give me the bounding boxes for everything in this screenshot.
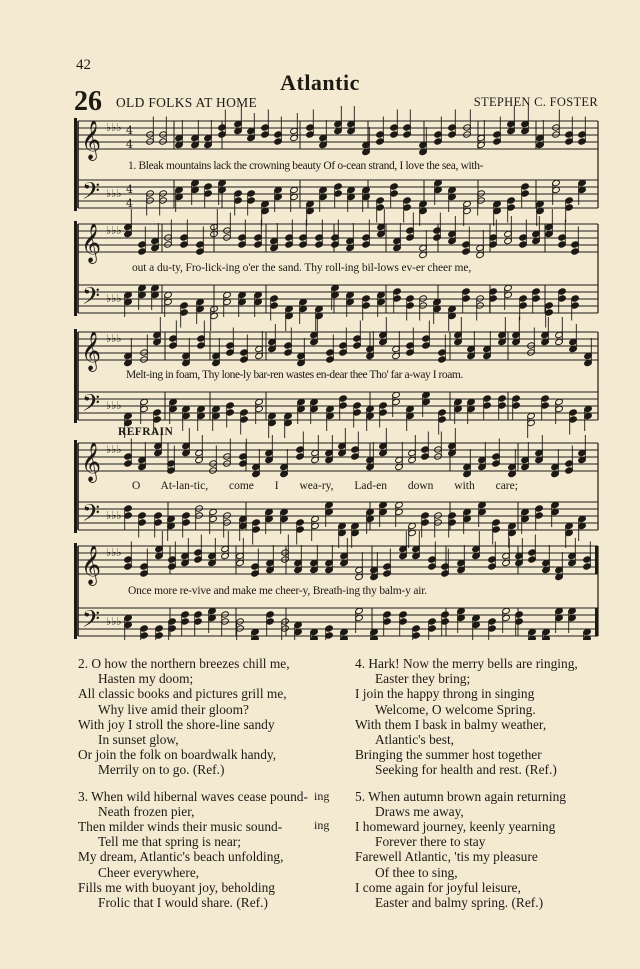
system-bracket: [74, 440, 77, 533]
verse-line: 4. Hark! Now the merry bells are ringing,: [355, 656, 578, 671]
lyric-line-2: out a du-ty, Fro-lick-ing o'er the sand. Thy roll-ing bil-lows ev-er cheer me,: [132, 262, 472, 274]
bass-clef-icon: 𝄢: [82, 605, 101, 638]
final-barline: [595, 608, 598, 636]
verse-line: With joy I stroll the shore-line sandy: [78, 716, 275, 732]
system-bracket: [74, 221, 77, 316]
key-signature: ♭♭♭: [106, 224, 122, 237]
time-signature: 4: [126, 183, 133, 196]
lyric-line-1: 1. Bleak mountains lack the crowning beauty Of o-cean strand, I love the sea, with-: [128, 160, 484, 172]
verse-line: I homeward journey, keenly yearning: [355, 819, 556, 835]
time-signature: 4: [126, 124, 133, 137]
hymn-title: Atlantic: [280, 70, 360, 95]
continuation-ing: ing: [314, 789, 330, 803]
refrain-label: REFRAIN: [118, 426, 174, 438]
time-signature: 4: [126, 138, 133, 151]
key-signature: ♭♭♭: [106, 615, 122, 628]
bass-clef-icon: 𝄢: [82, 282, 101, 315]
hymn-number: 26: [74, 86, 102, 117]
verse-5: [355, 789, 578, 911]
verse-line: Tell me that spring is near;: [98, 834, 241, 850]
verse-3: [78, 789, 308, 911]
key-signature: ♭♭♭: [106, 121, 122, 134]
key-signature: ♭♭♭: [106, 443, 122, 456]
page-number: 42: [76, 57, 91, 73]
verse-line: Then milder winds their music sound-: [78, 819, 283, 835]
key-signature: ♭♭♭: [106, 509, 122, 522]
treble-clef-icon: 𝄞: [81, 223, 102, 263]
verse-line: Or join the folk on boardwalk handy,: [78, 747, 277, 763]
verse-line: Easter and balmy spring. (Ref.): [375, 895, 544, 911]
verses-left-column: [78, 656, 308, 910]
verse-line: Merrily on to go. (Ref.): [98, 762, 225, 778]
verse-line: I come again for joyful leisure,: [355, 879, 521, 895]
verse-line: Hasten my doom;: [98, 671, 194, 687]
treble-clef-icon: 𝄞: [81, 442, 102, 482]
verse-line: Cheer everywhere,: [98, 864, 200, 880]
verse-line: In sunset glow,: [98, 732, 179, 748]
bass-clef-icon: 𝄢: [82, 177, 101, 210]
verse-line: Fills me with buoyant joy, beholding: [78, 879, 276, 895]
verse-line: With them I bask in balmy weather,: [355, 716, 547, 732]
key-signature: ♭♭♭: [106, 546, 122, 559]
verse-line: 3. When wild hibernal waves cease pound-: [78, 788, 308, 804]
time-signature: 4: [126, 197, 133, 210]
final-barline: [595, 546, 598, 574]
bass-clef-icon: 𝄢: [82, 389, 101, 422]
verse-line: Easter they bring;: [375, 671, 471, 687]
key-signature: ♭♭♭: [106, 292, 122, 305]
verse-line: 2. O how the northern breezes chill me,: [78, 656, 290, 671]
system-bracket: [74, 543, 77, 639]
verse-line: Draws me away,: [375, 803, 464, 819]
key-signature: ♭♭♭: [106, 399, 122, 412]
verse-line: Forever there to stay: [375, 834, 486, 850]
verse-4: [355, 656, 578, 778]
treble-clef-icon: 𝄞: [81, 120, 102, 160]
system-bracket: [74, 329, 77, 423]
verse-line: Farewell Atlantic, 'tis my pleasure: [355, 849, 538, 865]
key-signature: ♭♭♭: [106, 187, 122, 200]
verse-line: Frolic that I would share. (Ref.): [98, 895, 268, 911]
continuation-ing: ing: [314, 818, 330, 832]
verse-line: My dream, Atlantic's beach unfolding,: [78, 849, 284, 865]
system-bracket: [74, 118, 77, 211]
verse-line: I join the happy throng in singing: [355, 686, 535, 702]
verse-line: Bringing the summer host together: [355, 747, 542, 763]
verse-line: 5. When autumn brown again returning: [355, 788, 566, 804]
verse-line: Neath frozen pier,: [98, 803, 195, 819]
verse-line: Welcome, O welcome Spring.: [375, 701, 536, 717]
verse-line: Seeking for health and rest. (Ref.): [375, 762, 557, 778]
tune-name: OLD FOLKS AT HOME: [116, 95, 257, 110]
verse-line: Atlantic's best,: [375, 732, 455, 748]
lyric-line-4: O At-lan-tic, come I wea-ry, Lad-en down with care;: [132, 480, 518, 492]
lyric-line-5: Once more re-vive and make me cheer-y, Breath-ing thy balm-y air.: [128, 585, 427, 597]
verse-2: [78, 656, 308, 778]
verse-line: Why live amid their gloom?: [98, 701, 249, 717]
lyric-line-3: Melt-ing in foam, Thy lone-ly bar-ren wastes en-dear thee Tho' far a-way I roam.: [126, 369, 463, 381]
bass-clef-icon: 𝄢: [82, 499, 101, 532]
key-signature: ♭♭♭: [106, 332, 122, 345]
treble-clef-icon: 𝄞: [81, 331, 102, 371]
verses-right-column: [355, 656, 578, 910]
verse-line: Of thee to sing,: [375, 864, 458, 880]
verse-line: All classic books and pictures grill me,: [78, 686, 287, 702]
treble-clef-icon: 𝄞: [81, 545, 102, 585]
composer: STEPHEN C. FOSTER: [473, 95, 598, 109]
